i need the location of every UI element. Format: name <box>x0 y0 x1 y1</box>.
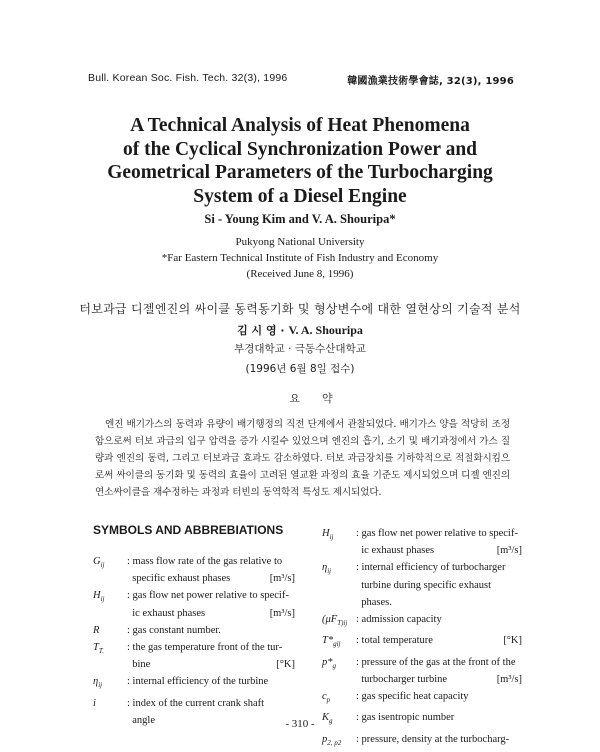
symbol: $p*_g$ <box>322 656 336 670</box>
unit: [m³/s] <box>269 573 295 585</box>
symbol: $H_{ij}$ <box>93 590 105 604</box>
symbol-definition: : gas constant number. <box>127 624 221 636</box>
symbol-definition: : total temperature [°K] <box>356 632 522 653</box>
symbol-entry <box>93 587 295 621</box>
symbol-definition: : admission capacity <box>356 614 442 626</box>
abstract-text: 엔진 배기가스의 동력과 유량이 배기행정의 직전 단계에서 관찰되었다. 배기가스 양을 적당히 조정함으로써 터보 과급의 입구 압력을 증가 시킬수 있었으며 엔진의 흡기, 소기 및 배기과정에서 가스 질량과 엔진의 동력, 그리고 터보과급 효과도 감소하였다. 터보 과급장치를 기하학적으로 적절화시킴으로써 싸이클의 동기화 및 동력의 효율이 고려된 열교환 과정의 효율 기준도 제시되었으며 디젤 엔진의 연소싸이클을 재수정하는 과정과 터빈의 동역학적 특성도 제시되었다. <box>95 419 510 498</box>
symbol-definition: : pressure, density at the turbocharg- <box>356 733 510 745</box>
unit: [m³/s] <box>269 607 295 619</box>
symbol-definition: : gas isentropic number <box>356 712 455 724</box>
symbol-entry <box>93 673 295 694</box>
symbol-definition: : gas flow net power relative to specif- ic exhaust phases [m³/s] <box>356 525 522 559</box>
unit: [m³/s] <box>496 673 522 685</box>
unit: [°K] <box>503 635 522 647</box>
abstract-heading: 요약 <box>289 392 355 405</box>
journal-header-kr: 韓國漁業技術學會誌, 32(3), 1996 <box>347 76 514 87</box>
symbol: $T*_{gij}$ <box>322 635 341 649</box>
title-line: of the Cyclical Synchronization Power and <box>122 138 478 160</box>
affiliation-2: *Far Eastern Technical Institute of Fish Industry and Economy <box>161 252 439 264</box>
symbol-entry <box>322 731 522 752</box>
symbol: $\eta_{ij}$ <box>322 562 332 576</box>
unit: [°K] <box>276 659 295 671</box>
symbol-entry <box>322 654 522 688</box>
symbol-entry <box>322 525 522 559</box>
title-line: System of a Diesel Engine <box>193 185 407 207</box>
title-line: A Technical Analysis of Heat Phenomena <box>130 115 470 136</box>
symbol-entry <box>93 553 295 587</box>
symbols-left-column <box>93 553 295 729</box>
symbol-definition: : the gas temperature front of the tur- bine [°K] <box>127 639 295 673</box>
korean-received: (1996년 6월 8일 접수) <box>245 363 355 375</box>
symbol: $\eta_{ij}$ <box>93 676 103 690</box>
korean-authors <box>40 322 560 338</box>
symbols-heading: SYMBOLS AND ABBREBIATIONS <box>93 523 284 537</box>
symbol: $T_{T.}$ <box>93 642 104 656</box>
korean-title: 터보과급 디젤엔진의 싸이클 동력동기화 및 형상변수에 대한 열현상의 기술적 분석 <box>79 302 521 316</box>
symbol-entry <box>322 559 522 611</box>
symbol-definition: : pressure of the gas at the front of the turbocharger turbine [m³/s] <box>356 654 522 688</box>
authors: Si - Young Kim and V. A. Shouripa* <box>204 212 396 226</box>
symbol-entry <box>93 622 295 639</box>
page-number: - 310 - <box>285 718 315 730</box>
symbol: $p_{2, p2}$ <box>322 733 342 747</box>
symbol: $H_{ij}$ <box>322 528 334 542</box>
symbol-definition: : gas flow net power relative to specif- ic exhaust phases [m³/s] <box>127 587 295 621</box>
symbol: R <box>93 624 100 636</box>
symbol-definition: : index of the current crank shaft angle <box>127 697 265 726</box>
symbol: $K_g$ <box>322 712 333 726</box>
symbol: $G_{ij}$ <box>93 556 105 570</box>
symbol-definition: : internal efficiency of turbocharger turbine during specific exhaust phases. <box>356 562 506 608</box>
journal-header-en: Bull. Korean Soc. Fish. Tech. 32(3), 1996 <box>88 72 288 84</box>
symbol-definition: : gas specific heat capacity <box>356 691 469 703</box>
korean-author-names: 김 시 영 · <box>237 324 289 337</box>
symbol: $c_p$ <box>322 691 331 705</box>
symbol-entry <box>322 688 522 709</box>
symbol: i <box>93 697 96 709</box>
symbol-definition: : mass flow rate of the gas relative to specific exhaust phases [m³/s] <box>127 553 295 587</box>
received-date: (Received June 8, 1996) <box>246 268 354 280</box>
paper-title <box>40 114 560 208</box>
korean-author-en: V. A. Shouripa <box>288 323 363 337</box>
symbol-definition: : internal efficiency of the turbine <box>127 676 269 688</box>
symbol-entry <box>322 632 522 653</box>
symbol-entry <box>93 639 295 673</box>
korean-affiliation: 부경대학교 · 극동수산대학교 <box>234 343 366 355</box>
symbol: ($\mu F_{T)ij}$ <box>322 614 348 628</box>
affiliation-1: Pukyong National University <box>235 236 365 248</box>
symbol-entry <box>322 611 522 632</box>
unit: [m³/s] <box>496 545 522 557</box>
title-line: Geometrical Parameters of the Turbocharging <box>107 162 493 183</box>
